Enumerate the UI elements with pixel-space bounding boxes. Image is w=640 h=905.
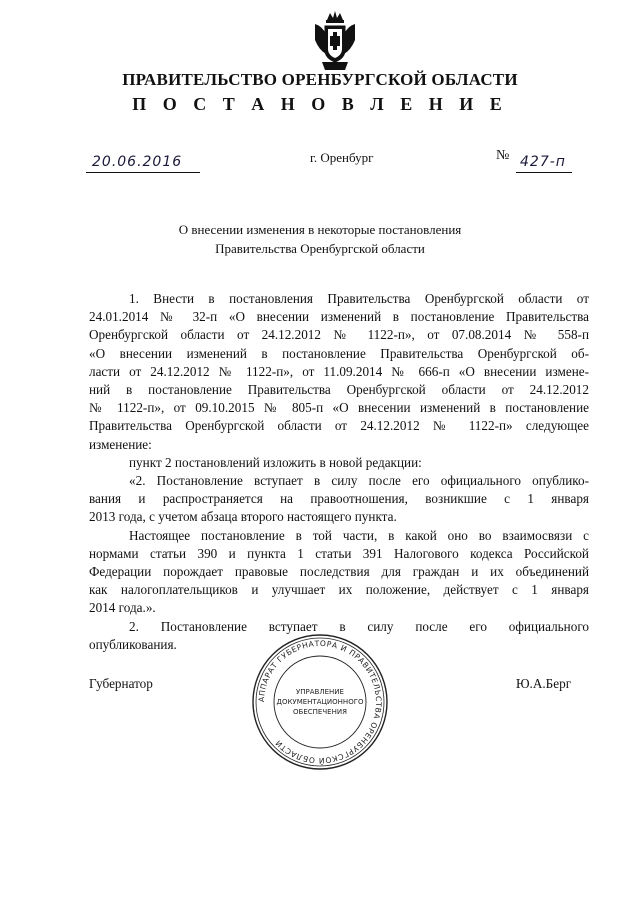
body-line: 24.01.2014 № 32-п «О внесении изменений в постановление Правительства — [89, 309, 589, 325]
subject-line: О внесении изменения в некоторые постановления — [178, 222, 462, 237]
number-label: № — [496, 148, 510, 163]
body-line: Настоящее постановление в той части, в какой оно во взаимосвязи с — [129, 527, 589, 543]
stamp-inner-line: УПРАВЛЕНИЕ — [296, 688, 344, 696]
government-title: ПРАВИТЕЛЬСТВО ОРЕНБУРГСКОЙ ОБЛАСТИ — [122, 70, 518, 89]
document-body — [89, 290, 589, 654]
body-line: «2. Постановление вступает в силу после его официального опублико- — [129, 473, 589, 489]
body-line: нормами статьи 390 и пункта 1 статьи 391 Налогового кодекса Российской — [89, 545, 589, 561]
stamp-inner-line: ОБЕСПЕЧЕНИЯ — [293, 708, 347, 716]
handwritten-date: 20.06.2016 — [92, 154, 183, 170]
body-line: № 1122-п», от 09.10.2015 № 805-п «О внесении изменений в постановление — [89, 400, 589, 416]
handwritten-number: 427-п — [520, 154, 566, 170]
date-field — [86, 148, 200, 173]
document-subject — [130, 220, 510, 258]
body-line: «О внесении изменений в постановление Правительства Оренбургской об- — [89, 345, 589, 361]
body-line: 2014 года.». — [89, 600, 156, 616]
official-stamp — [250, 632, 390, 772]
signer-position: Губернатор — [89, 676, 153, 691]
body-line: Правительства Оренбургской области от 24.12.2012 № 1122-п» следующее — [89, 418, 589, 434]
city-label: г. Оренбург — [310, 150, 374, 165]
orenburg-coat-of-arms-icon — [312, 10, 358, 72]
body-line: 1. Внести в постановления Правительства Оренбургской области от — [129, 291, 589, 306]
body-line: изменение: — [89, 436, 152, 452]
body-line: вания и распространяется на правоотношения, возникшие с 1 января — [89, 491, 589, 507]
body-line: пункт 2 постановлений изложить в новой редакции: — [129, 454, 422, 470]
number-field — [516, 148, 572, 173]
subject-line: Правительства Оренбургской области — [215, 241, 425, 256]
document-type: П О С Т А Н О В Л Е Н И Е — [132, 94, 508, 114]
body-line: 2. Постановление вступает в силу после его официального — [129, 618, 589, 634]
stamp-inner-line: ДОКУМЕНТАЦИОННОГО — [276, 698, 364, 706]
body-line: ний в постановление Правительства Оренбургской области от 24.12.2012 — [89, 382, 589, 398]
body-line: Федерации порождает правовые последствия для граждан и их объединений — [89, 564, 589, 580]
body-line: 2013 года, с учетом абзаца второго настоящего пункта. — [89, 509, 397, 525]
body-line: как налогоплательщиков и улучшает их положение, действует с 1 января — [89, 582, 589, 598]
body-line: опубликования. — [89, 636, 177, 652]
signer-name: Ю.А.Берг — [516, 676, 572, 691]
body-line: ласти от 24.12.2012 № 1122-п», от 11.09.2014 № 666-п «О внесении измене- — [89, 363, 589, 379]
stamp-ring-text: АППАРАТ ГУБЕРНАТОРА И ПРАВИТЕЛЬСТВА ОРЕНБУРГСКОЙ ОБЛАСТИ — [256, 638, 384, 766]
body-line: Оренбургской области от 24.12.2012 № 1122-п», от 07.08.2014 № 558-п — [89, 327, 589, 343]
